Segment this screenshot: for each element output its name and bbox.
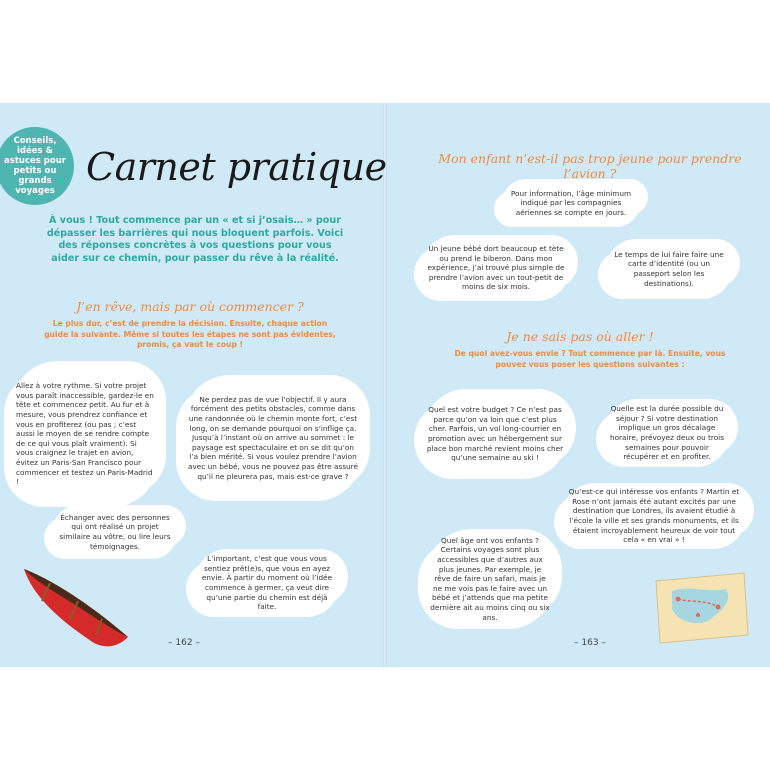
intro-text: À vous ! Tout commence par un « et si j’osais… » pour dépasser les barrières qui nous bloquent parfois. Voici des réponses concrètes à vos questions pour vous aider sur ce chemin, pour passer du rêve à la réalité. [46, 215, 344, 264]
advice-cloud [566, 487, 742, 545]
page-number: – 163 – [574, 638, 606, 648]
question-heading: Mon enfant n’est-il pas trop jeune pour prendre l’avion ? [438, 151, 742, 181]
advice-text: Ne perdez pas de vue l’objectif. Il y aura forcément des petits obstacles, comme dans une randonnée où le chemin monte fort, c’est long, on se demande pourquoi on s’inflige ça. Jusqu’à l’instant où on arrive au sommet : le paysage est spectaculaire et on se dit qu’on l’a bien mérité. Si vous voulez prendre l’avion avec un bébé, vous ne pouvez pas être assuré qu’il ne pleurera pas, mais est-ce grave ? [188, 394, 358, 481]
book-spread [0, 103, 770, 667]
advice-text: Échanger avec des personnes qui ont réalisé un projet similaire au vôtre, ou lire leurs témoignages. [59, 512, 171, 551]
question-heading: Je ne sais pas où aller ! [506, 329, 654, 344]
page-title: Carnet pratique [86, 145, 387, 189]
advice-text: Quel est votre budget ? Ce n’est pas parce qu’on va loin que c’est plus cher. Parfois, un vol long-courrier en promotion avec un hébergement sur place bon marché revient moins cher qu’une semaine au ski ! [426, 405, 564, 463]
advice-text: L’important, c’est que vous vous sentiez prêt(e)s, que vous en ayez envie. À partir du moment où l’idée commence à germer, ça veut dire qu’une partie du chemin est déjà faite. [201, 554, 333, 612]
advice-cloud [430, 533, 550, 625]
advice-text: Allez à votre rythme. Si votre projet vous paraît inaccessible, gardez-le en tête et commencez petit. Au fur et à mesure, vous prendrez confiance et vous en profiterez (ou pas ; c’est aussi le moyen de se rendre compte de ce qui vous plaît vraiment). Si vous craignez le trajet en avion, évitez un Paris-San Francisco pour commencer et testez un Paris-Madrid ! [16, 381, 154, 487]
question-heading: J’en rêve, mais par où commencer ? [76, 299, 304, 314]
advice-text: Quel âge ont vos enfants ? Certains voyages sont plus accessibles que d’autres aux plus jeunes. Par exemple, je rêve de faire un safari, mais je ne me vois pas le faire avec un bébé et j’attends que ma petite dernière ait au moins cinq ou six ans. [430, 535, 550, 622]
advice-cloud [426, 393, 564, 475]
advice-cloud [610, 243, 728, 295]
advice-text: Qu’est-ce qui intéresse vos enfants ? Martin et Rose n’ont jamais été autant excités par une destination que Londres, ils avaient étudié à l’école la ville et ses grands monuments, et ils étaient incroyablement heureux de voir tout cela « en vrai » ! [568, 487, 740, 545]
page-number: – 162 – [168, 638, 200, 648]
advice-cloud [188, 379, 358, 497]
advice-cloud [56, 509, 174, 555]
advice-cloud [198, 553, 336, 613]
map-illustration [648, 569, 752, 647]
advice-text: Un jeune bébé dort beaucoup et tète ou prend le biberon. Dans mon expérience, j’ai trouvé plus simple de prendre l’avion avec un tout-petit de moins de six mois. [427, 244, 565, 292]
question-subtitle: Le plus dur, c’est de prendre la décision. Ensuite, chaque action guide la suivante. Même si toutes les étapes ne sont pas évidentes, promis, ça vaut le coup ! [44, 319, 336, 349]
advice-cloud [608, 403, 726, 463]
advice-cloud [426, 239, 566, 297]
tips-badge: Conseils, idées & astuces pour petits ou grands voyages [0, 127, 74, 205]
advice-cloud [506, 183, 636, 223]
question-subtitle: De quoi avez-vous envie ? Tout commence par là. Ensuite, vous pouvez vous poser les questions suivantes : [454, 349, 726, 369]
advice-text: Le temps de lui faire faire une carte d’identité (ou un passeport selon les destinations). [614, 249, 724, 288]
canoe-illustration [20, 563, 135, 653]
advice-text: Pour information, l’âge minimum indiqué par les compagnies aériennes se compte en jours. [510, 188, 632, 217]
advice-text: Quelle est la durée possible du séjour ? Si votre destination implique un gros décalage horaire, prévoyez deux ou trois semaines pour pouvoir récupérer et en profiter. [609, 404, 725, 462]
advice-cloud [16, 365, 154, 503]
